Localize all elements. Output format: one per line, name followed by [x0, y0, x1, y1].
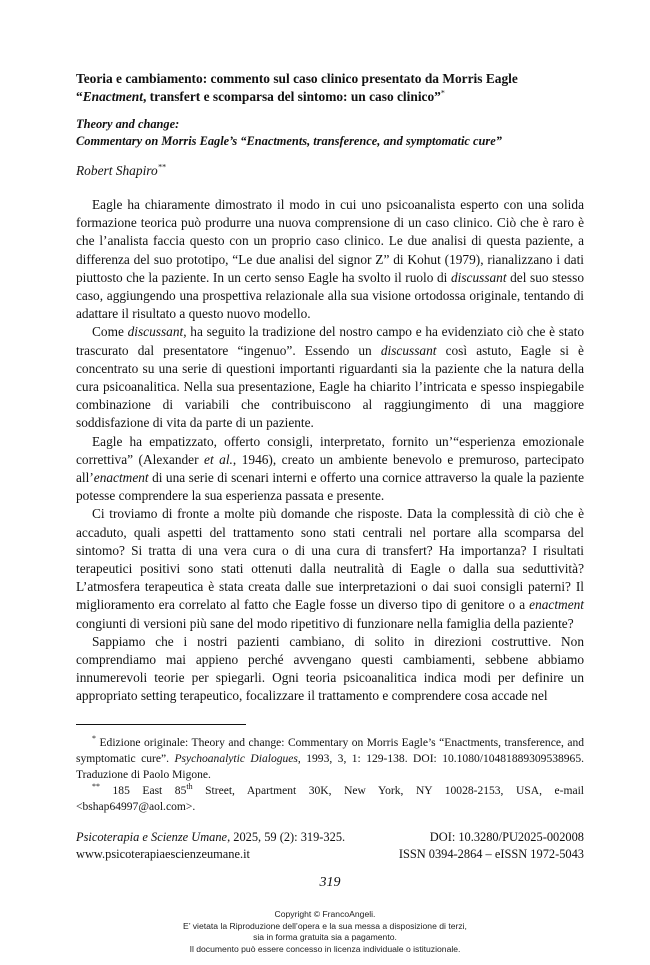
title-footnote-mark: *: [440, 88, 445, 98]
journal-emphasis: Psychoanalytic Dialogues: [174, 752, 298, 765]
text-run: così astuto, Eagle si è concentrato su una serie di questioni importanti riguardanti sia la paziente che la natura della cura psicoanalitica. Nella sua presentazione, Eagle ha chiarito l’intricata e spesso inspiegabile combinazione di variabili che contribuiscono al raggiungimento di una maggiore soddisfazione di vita da parte di un paziente.: [76, 342, 584, 431]
emphasis: enactment: [529, 597, 584, 613]
text-run: di una serie di scenari interni e offerto una cornice attraverso la quale la paziente potesse comprendere la sua esperienza passata e presente.: [76, 470, 584, 504]
title-line-2: , transfert e scomparsa del sintomo: un caso clinico”: [142, 89, 441, 104]
emphasis: et al.: [204, 451, 233, 467]
emphasis: discussant: [127, 324, 184, 340]
page-number: 319: [319, 874, 341, 890]
footnote-2: [76, 783, 584, 815]
article-body: [76, 196, 584, 706]
journal-website-link[interactable]: www.psicoterapiaescienzeumane.it: [76, 846, 250, 861]
text-run: congiunti di versioni più sane del modo ripetitivo di funzionare nella famiglia della paziente?: [76, 615, 574, 631]
text-run: Eagle ha chiaramente dimostrato il modo in cui uno psicoanalista esperto con una solida formazione teorica può produrre una nuova comprensione di un caso clinico. Ciò che è raro è che l’analista faccia questo con un proprio caso clinico. Le due analisi di questa paziente, a differenza del suo prototipo, “Le due analisi del signor Z” di Kohut (1979), rianalizzano i dati piuttosto che la paziente. In un certo senso Eagle ha svolto il ruolo di: [76, 197, 584, 285]
journal-name: Psicoterapia e Scienze Umane: [76, 829, 228, 844]
author-footnote-mark: **: [157, 162, 166, 172]
text-run: Edizione originale: Theory and change: Commentary on Morris Eagle’s “Enactments, transference, and symptomatic cure”.: [76, 736, 584, 765]
journal-line-2: [76, 846, 584, 863]
author-name: [76, 162, 584, 180]
issn: ISSN 0394-2864 – eISSN 1972-5043: [398, 846, 584, 861]
title-open-quote: “: [76, 89, 83, 104]
text-run: 185 East 85: [100, 784, 187, 797]
doi: DOI: 10.3280/PU2025-002008: [429, 829, 584, 844]
text-run: , ha seguito la tradizione del nostro campo e ha evidenziato ciò che è stato trascurato dal presentatore “ingenuo”. Essendo un: [76, 324, 584, 358]
paragraph-3: [76, 433, 584, 506]
journal-info: [76, 829, 584, 863]
text-run: Come: [92, 324, 128, 340]
journal-citation: [76, 829, 345, 846]
emphasis: discussant: [380, 342, 437, 358]
text-run: Street, Apartment 30K, New York, NY 10028-2153, USA, e-mail <bshap64997@aol.com>.: [76, 784, 584, 813]
text-run: , 1993, 3, 1: 129-138. DOI: 10.1080/10481889309538965. Traduzione di Paolo Migone.: [76, 752, 584, 781]
emphasis: enactment: [93, 470, 149, 486]
text-run: Ci troviamo di fronte a molte più domande che risposte. Data la complessità di ciò che è accaduto, quali aspetti del trattamento sono stati centrali nel portare alla scomparsa del sintomo? Si tratta di una vera cura o di una cura di transfert? Ha importanza? I risultati terapeutici positivi sono stati ottenuti dalla neutralità di Eagle o dalla sua seduttività? L’atmosfera terapeutica è stata creata dalle sue interpretazioni o dai suoi consigli paterni? Il miglioramento era correlato al fatto che Eagle fosse un diverso tipo di genitore o a: [76, 506, 584, 613]
text-run: del suo stesso caso, aggiungendo una prospettiva relazionale alla sua visione ortodossa originale, tentando di adattare il risultato a questo nuovo modello.: [76, 269, 584, 322]
text-run: , 1946), creato un ambiente benevolo e premuroso, partecipato all’: [76, 451, 584, 486]
citation-text: , 2025, 59 (2): 319-325.: [227, 829, 346, 844]
paragraph-5: [76, 633, 584, 706]
paragraph-2: [76, 323, 584, 432]
footnote-mark: *: [92, 733, 96, 743]
text-run: Sappiamo che i nostri pazienti cambiano, di solito in direzioni costruttive. Non comprendiamo mai appieno perché avvengano questi cambiamenti, sebbene abbiamo innumerevoli teorie per spiegarli. Ogni teoria psicoanalitica indica modi per definire un appropriato setting terapeutico, focalizzare il trattamento e comprendere cosa accade nel: [76, 633, 584, 704]
english-title-line-2: Commentary on Morris Eagle’s “Enactments, transference, and symptomatic cure”: [76, 134, 502, 148]
paragraph-4: [76, 505, 584, 632]
footnote-mark: **: [92, 781, 100, 791]
copyright-line-3: sia in forma gratuita sia a pagamento.: [253, 932, 397, 943]
copyright-line-4: Il documento può essere concesso in licenza individuale o istituzionale.: [189, 943, 461, 954]
article-page: [76, 70, 584, 891]
emphasis: discussant: [450, 269, 507, 285]
copyright-line-1: Copyright © FrancoAngeli.: [274, 909, 376, 919]
english-title-line-1: Theory and change:: [76, 117, 180, 131]
copyright-notice: [0, 909, 650, 955]
copyright-line-2: E’ vietata la Riproduzione dell’opera e la sua messa a disposizione di terzi,: [183, 920, 467, 931]
paragraph-1: [76, 196, 584, 323]
footnote-divider: [76, 724, 246, 725]
author-text: Robert Shapiro: [76, 163, 158, 178]
text-run: Eagle ha empatizzato, offerto consigli, interpretato, fornito un’“esperienza emozionale correttiva” (Alexander: [76, 433, 584, 467]
journal-line-1: [76, 829, 584, 846]
article-title: [76, 70, 584, 106]
title-emphasis: Enactment: [82, 89, 143, 104]
ordinal-suffix: th: [186, 781, 193, 791]
english-title: [76, 116, 584, 150]
footnote-1: [76, 735, 584, 783]
title-line-1: Teoria e cambiamento: commento sul caso clinico presentato da Morris Eagle: [76, 71, 518, 86]
